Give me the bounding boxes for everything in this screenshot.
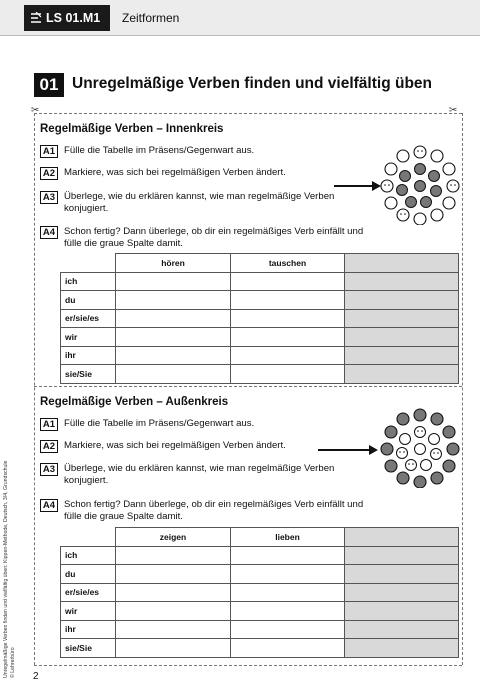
task-text: Fülle die Tabelle im Präsens/Gegenwart aus. — [64, 418, 255, 429]
circle-of-faces-icon — [380, 408, 460, 488]
inner-task-a3 — [40, 191, 360, 217]
answer-cell[interactable] — [231, 328, 345, 347]
task-text: Überlege, wie du erklären kannst, wie man regelmäßige Verben konjugiert. — [64, 463, 335, 486]
answer-cell[interactable] — [116, 272, 231, 291]
column-header: zeigen — [116, 528, 231, 547]
lesson-mark-icon — [30, 12, 42, 24]
pointer-arrow — [334, 185, 374, 187]
answer-cell[interactable] — [116, 346, 231, 365]
answer-cell[interactable] — [231, 291, 345, 310]
answer-cell[interactable] — [231, 546, 345, 565]
answer-cell[interactable] — [231, 620, 345, 639]
gray-answer-cell[interactable] — [345, 546, 459, 565]
task-label: A2 — [40, 440, 58, 453]
answer-cell[interactable] — [116, 328, 231, 347]
task-label: A3 — [40, 463, 58, 476]
task-text: Überlege, wie du erklären kannst, wie man regelmäßige Verben konjugiert. — [64, 191, 335, 214]
cut-line-right — [462, 113, 463, 665]
gray-answer-cell[interactable] — [345, 583, 459, 602]
inner-task-a2 — [40, 167, 360, 181]
page-number: 2 — [33, 671, 39, 682]
answer-cell[interactable] — [116, 309, 231, 328]
answer-cell[interactable] — [231, 583, 345, 602]
circle-of-faces-icon — [380, 145, 460, 225]
page-title: Unregelmäßige Verben finden und vielfältig üben — [72, 75, 432, 92]
gray-answer-cell[interactable] — [345, 291, 459, 310]
answer-cell[interactable] — [231, 639, 345, 658]
inner-task-a1 — [40, 145, 360, 159]
gray-answer-cell[interactable] — [345, 365, 459, 384]
gray-column-header[interactable] — [345, 528, 459, 547]
task-label: A3 — [40, 191, 58, 204]
answer-cell[interactable] — [231, 602, 345, 621]
answer-cell[interactable] — [116, 620, 231, 639]
inner-heading: Regelmäßige Verben – Innenkreis — [40, 123, 224, 135]
cut-line-top — [34, 113, 462, 114]
answer-cell[interactable] — [116, 639, 231, 658]
row-label: du — [61, 565, 116, 584]
topic-label: Zeitformen — [122, 11, 180, 25]
page-header — [0, 0, 480, 36]
answer-cell[interactable] — [231, 346, 345, 365]
answer-cell[interactable] — [231, 365, 345, 384]
section-number: 01 — [34, 73, 64, 97]
row-label: wir — [61, 328, 116, 347]
row-label: sie/Sie — [61, 365, 116, 384]
answer-cell[interactable] — [116, 365, 231, 384]
answer-cell[interactable] — [116, 546, 231, 565]
gray-answer-cell[interactable] — [345, 565, 459, 584]
task-text: Markiere, was sich bei regelmäßigen Verben ändert. — [64, 440, 286, 451]
cut-line-middle — [34, 386, 462, 387]
row-label: sie/Sie — [61, 639, 116, 658]
scissors-icon: ✂ — [449, 105, 458, 116]
side-note-line: Unregelmäßige Verben finden und vielfältig üben: Kippen-Methode, Deutsch, 3/4, Grundschule — [3, 460, 9, 678]
gray-answer-cell[interactable] — [345, 272, 459, 291]
gray-answer-cell[interactable] — [345, 309, 459, 328]
column-header: tauschen — [231, 254, 345, 273]
outer-task-a3 — [40, 463, 360, 489]
task-text: Markiere, was sich bei regelmäßigen Verben ändert. — [64, 167, 286, 178]
task-label: A1 — [40, 145, 58, 158]
task-label: A4 — [40, 499, 58, 512]
gray-answer-cell[interactable] — [345, 602, 459, 621]
task-label: A1 — [40, 418, 58, 431]
row-label: wir — [61, 602, 116, 621]
row-label: er/sie/es — [61, 583, 116, 602]
inner-task-a4 — [40, 226, 364, 252]
gray-answer-cell[interactable] — [345, 328, 459, 347]
gray-answer-cell[interactable] — [345, 620, 459, 639]
gray-answer-cell[interactable] — [345, 346, 459, 365]
task-label: A4 — [40, 226, 58, 239]
gray-answer-cell[interactable] — [345, 639, 459, 658]
outer-conjugation-table — [60, 527, 459, 658]
task-label: A2 — [40, 167, 58, 180]
row-label: ich — [61, 546, 116, 565]
answer-cell[interactable] — [116, 583, 231, 602]
outer-task-a4 — [40, 499, 364, 525]
outer-heading: Regelmäßige Verben – Außenkreis — [40, 396, 229, 408]
task-text: Schon fertig? Dann überlege, ob dir ein regelmäßiges Verb einfällt und fülle die graue Spalte damit. — [64, 226, 364, 249]
row-label: er/sie/es — [61, 309, 116, 328]
column-header: lieben — [231, 528, 345, 547]
row-label: du — [61, 291, 116, 310]
column-header: hören — [116, 254, 231, 273]
cut-line-bottom — [34, 665, 462, 666]
pointer-arrow — [318, 449, 370, 451]
answer-cell[interactable] — [231, 309, 345, 328]
answer-cell[interactable] — [231, 272, 345, 291]
lesson-code-badge — [24, 5, 110, 31]
lesson-code: LS 01.M1 — [46, 11, 101, 25]
answer-cell[interactable] — [116, 602, 231, 621]
scissors-icon: ✂ — [31, 105, 40, 116]
inner-conjugation-table — [60, 253, 459, 384]
gray-column-header[interactable] — [345, 254, 459, 273]
row-label: ich — [61, 272, 116, 291]
side-copyright-note — [3, 461, 16, 678]
task-text: Fülle die Tabelle im Präsens/Gegenwart aus. — [64, 145, 255, 156]
task-text: Schon fertig? Dann überlege, ob dir ein regelmäßiges Verb einfällt und fülle die graue Spalte damit. — [64, 499, 364, 522]
arrow-head-icon — [369, 445, 378, 455]
answer-cell[interactable] — [116, 291, 231, 310]
row-label: ihr — [61, 346, 116, 365]
cut-line-left — [34, 113, 35, 665]
outer-task-a2 — [40, 440, 360, 454]
row-label: ihr — [61, 620, 116, 639]
answer-cell[interactable] — [116, 565, 231, 584]
outer-task-a1 — [40, 418, 360, 432]
answer-cell[interactable] — [231, 565, 345, 584]
side-note-line: © Lehrerbüro — [9, 647, 16, 678]
